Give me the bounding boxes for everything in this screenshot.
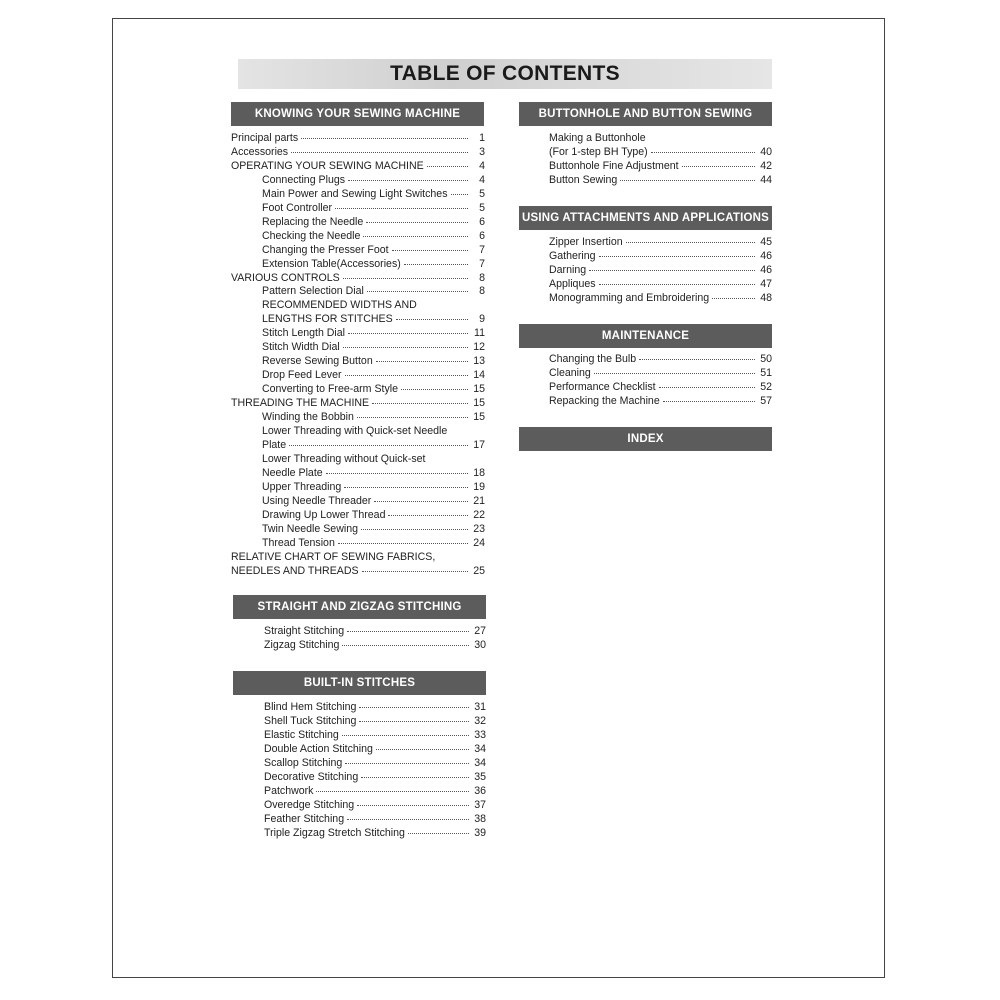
toc-entry-label: Buttonhole Fine Adjustment [549,159,679,172]
dot-leader [342,735,469,736]
toc-entry [233,639,486,653]
dot-leader [357,805,469,806]
dot-leader [451,194,469,195]
toc-entry-label: Zipper Insertion [549,236,623,248]
toc-entry [233,799,486,813]
toc-entry [231,285,485,299]
toc-entry-page: 17 [473,438,485,451]
toc-entry-label: NEEDLES AND THREADS [231,564,359,577]
dot-leader [396,319,468,320]
toc-entry-page: 33 [474,728,486,741]
dot-leader [594,373,755,374]
dot-leader [348,333,468,334]
toc-entry-label: Main Power and Sewing Light Switches [262,187,448,200]
toc-entry-page: 7 [479,243,485,256]
toc-entry-label: Changing the Presser Foot [262,243,389,256]
toc-entry [233,729,486,743]
toc-entry-page: 23 [473,522,485,535]
toc-entry-label: Needle Plate [262,466,323,479]
toc-entry-label: Darning [549,263,587,276]
toc-entry-label: Straight Stitching [264,625,345,637]
toc-entry-label: Converting to Free-arm Style [262,383,399,396]
dot-leader [376,749,469,750]
toc-entry-page: 19 [473,480,485,493]
toc-entry-label: Overedge Stitching [264,798,355,811]
toc-entry-page: 35 [474,770,486,783]
toc-entry-label: Elastic Stitching [264,728,339,741]
toc-entry-page: 5 [479,201,485,214]
toc-entry-page: 4 [479,159,485,172]
dot-leader [599,256,755,257]
toc-entry-label: Shell Tuck Stitching [264,714,357,727]
toc-entry [549,278,772,292]
toc-entry-label: Replacing the Needle [262,215,364,228]
toc-entry-label: Lower Threading without Quick-set [262,452,426,465]
toc-entry-label: Patchwork [264,784,314,797]
toc-list-straight-zigzag [233,625,486,653]
dot-leader [357,417,468,418]
toc-entry [233,785,486,799]
toc-entry [231,355,485,369]
toc-entry-page: 25 [473,564,485,577]
toc-entry-page: 5 [479,187,485,200]
toc-entry-label: Appliques [549,277,596,290]
toc-entry-label: Twin Needle Sewing [262,522,358,535]
toc-entry-page: 15 [473,383,485,396]
dot-leader [599,284,755,285]
dot-leader [343,347,468,348]
toc-entry-page: 50 [760,353,772,365]
dot-leader [388,515,468,516]
dot-leader [374,501,468,502]
dot-leader [348,180,468,181]
toc-entry-page: 15 [473,411,485,424]
toc-entry [231,453,485,467]
toc-entry-label: (For 1-step BH Type) [549,145,648,158]
dot-leader [301,138,468,139]
toc-entry [233,757,486,771]
toc-entry [231,495,485,509]
dot-leader [359,707,469,708]
toc-entry [231,425,485,439]
toc-entry [549,146,772,160]
toc-entry [231,383,485,397]
toc-entry [231,244,485,258]
toc-entry-page: 31 [474,701,486,713]
toc-entry-label: Drop Feed Lever [262,369,342,382]
toc-entry [231,537,485,551]
toc-entry [549,353,772,367]
toc-entry-page: 47 [760,277,772,290]
dot-leader [347,819,469,820]
toc-entry [233,743,486,757]
toc-entry-label: Changing the Bulb [549,353,637,365]
toc-entry-label: Zigzag Stitching [264,638,340,651]
toc-entry [231,299,485,313]
toc-entry-page: 46 [760,263,772,276]
toc-entry-page: 11 [474,327,485,340]
toc-entry-page: 15 [473,397,485,410]
toc-entry [549,367,772,381]
toc-entry [231,467,485,481]
toc-entry-page: 14 [473,369,485,382]
toc-entry [549,132,772,146]
toc-entry [549,174,772,188]
section-heading-maintenance: MAINTENANCE [519,324,772,348]
toc-entry-page: 34 [474,742,486,755]
dot-leader [326,473,468,474]
toc-entry [231,369,485,383]
toc-entry [231,230,485,244]
dot-leader [589,270,755,271]
toc-entry-page: 4 [479,173,485,186]
toc-entry-page: 52 [760,380,772,393]
toc-entry-page: 21 [473,494,485,507]
toc-list-built-in [233,701,486,841]
toc-entry-page: 18 [473,466,485,479]
toc-entry-label: Making a Buttonhole [549,132,646,144]
toc-entry-label: Connecting Plugs [262,173,346,186]
toc-entry [231,439,485,453]
toc-entry-page: 24 [473,536,485,549]
toc-entry [231,146,485,160]
toc-entry [231,509,485,523]
toc-list-attachments [549,236,772,306]
dot-leader [316,791,469,792]
toc-entry-page: 7 [479,257,485,270]
toc-entry [549,236,772,250]
toc-entry [231,481,485,495]
section-heading-straight-zigzag: STRAIGHT AND ZIGZAG STITCHING [233,595,486,619]
dot-leader [663,401,755,402]
dot-leader [342,645,469,646]
toc-entry-label: Checking the Needle [262,229,361,242]
toc-entry-label: Button Sewing [549,173,618,186]
dot-leader [361,777,469,778]
dot-leader [626,242,755,243]
toc-entry-page: 48 [760,291,772,304]
toc-entry-label: Blind Hem Stitching [264,701,357,713]
title-band [238,59,772,89]
toc-entry-label: RELATIVE CHART OF SEWING FABRICS, [231,550,436,563]
dot-leader [335,208,468,209]
toc-entry-page: 13 [473,355,485,368]
toc-entry-page: 12 [473,341,485,354]
dot-leader [344,487,468,488]
toc-list-maintenance [549,353,772,409]
toc-entry-label: Monogramming and Embroidering [549,291,710,304]
toc-entry-label: Stitch Width Dial [262,341,340,354]
section-heading-built-in: BUILT-IN STITCHES [233,671,486,695]
dot-leader [362,571,468,572]
toc-entry-page: 22 [473,508,485,521]
toc-entry [231,313,485,327]
toc-entry-label: Principal parts [231,132,299,144]
page-title: TABLE OF CONTENTS [390,62,620,85]
toc-entry-page: 36 [474,784,486,797]
toc-entry-label: Stitch Length Dial [262,327,346,340]
toc-entry-page: 3 [479,145,485,158]
dot-leader [366,222,468,223]
toc-entry-page: 39 [474,826,486,839]
toc-entry-page: 37 [474,798,486,811]
dot-leader [361,529,468,530]
toc-entry-label: Double Action Stitching [264,742,373,755]
toc-entry [231,327,485,341]
toc-entry [231,160,485,174]
toc-entry-label: THREADING THE MACHINE [231,397,370,410]
dot-leader [404,264,468,265]
toc-entry-label: RECOMMENDED WIDTHS AND [262,299,417,312]
toc-entry [231,551,485,565]
toc-entry-label: Scallop Stitching [264,756,343,769]
toc-entry [549,250,772,264]
toc-entry [549,395,772,409]
toc-entry-page: 9 [479,313,485,326]
toc-entry [231,202,485,216]
dot-leader [367,291,468,292]
toc-entry-label: Gathering [549,249,596,262]
section-heading-knowing: KNOWING YOUR SEWING MACHINE [231,102,484,126]
toc-entry-label: Performance Checklist [549,380,656,393]
toc-entry-page: 6 [479,229,485,242]
toc-entry [231,411,485,425]
toc-entry-label: Pattern Selection Dial [262,285,364,298]
toc-entry [231,397,485,411]
toc-entry [231,565,485,579]
section-heading-attachments: USING ATTACHMENTS AND APPLICATIONS [519,206,772,230]
toc-entry-label: Winding the Bobbin [262,411,354,424]
toc-entry-page: 6 [479,215,485,228]
toc-entry-label: Feather Stitching [264,812,345,825]
toc-entry [233,625,486,639]
toc-entry [231,188,485,202]
toc-entry-page: 42 [760,159,772,172]
toc-entry-label: Decorative Stitching [264,770,359,783]
dot-leader [291,152,468,153]
toc-entry-label: Repacking the Machine [549,394,660,407]
dot-leader [363,236,468,237]
toc-entry-page: 1 [479,132,485,144]
toc-entry-label: Upper Threading [262,480,342,493]
toc-entry [549,264,772,278]
dot-leader [659,387,755,388]
toc-entry-label: Drawing Up Lower Thread [262,508,386,521]
dot-leader [639,359,755,360]
dot-leader [372,403,468,404]
toc-list-buttonhole [549,132,772,188]
toc-entry-label: LENGTHS FOR STITCHES [262,313,393,326]
toc-entry-label: Triple Zigzag Stretch Stitching [264,826,405,839]
dot-leader [401,389,468,390]
dot-leader [408,833,469,834]
dot-leader [427,166,468,167]
toc-list-knowing [231,132,485,579]
toc-entry [233,813,486,827]
toc-entry-page: 8 [479,285,485,298]
toc-entry-page: 57 [760,394,772,407]
toc-entry [233,701,486,715]
section-heading-buttonhole: BUTTONHOLE AND BUTTON SEWING [519,102,772,126]
dot-leader [376,361,468,362]
toc-entry [231,272,485,286]
section-heading-index: INDEX [519,427,772,451]
toc-entry [231,174,485,188]
toc-entry-label: VARIOUS CONTROLS [231,271,340,284]
dot-leader [620,180,755,181]
toc-entry-page: 46 [760,249,772,262]
dot-leader [338,543,468,544]
toc-entry-page: 32 [474,714,486,727]
dot-leader [347,631,469,632]
toc-entry-label: Using Needle Threader [262,494,372,507]
dot-leader [392,250,468,251]
toc-entry-label: OPERATING YOUR SEWING MACHINE [231,159,424,172]
toc-entry-label: Plate [262,438,287,451]
toc-entry [549,292,772,306]
toc-entry-page: 51 [760,366,772,379]
toc-entry-label: Foot Controller [262,201,333,214]
toc-entry [231,341,485,355]
toc-entry-page: 40 [760,145,772,158]
dot-leader [359,721,469,722]
toc-entry-label: Accessories [231,145,289,158]
dot-leader [289,445,468,446]
toc-entry-page: 30 [474,638,486,651]
toc-entry [231,132,485,146]
dot-leader [712,298,755,299]
toc-entry-label: Thread Tension [262,536,335,549]
toc-entry [233,827,486,841]
dot-leader [343,278,468,279]
dot-leader [345,763,469,764]
toc-entry [231,523,485,537]
toc-entry-page: 8 [479,271,485,284]
toc-entry [231,258,485,272]
toc-entry-page: 45 [760,236,772,248]
toc-entry-page: 38 [474,812,486,825]
toc-entry-page: 44 [760,173,772,186]
toc-entry [231,216,485,230]
dot-leader [345,375,469,376]
toc-entry [549,381,772,395]
dot-leader [682,166,755,167]
toc-entry-label: Extension Table(Accessories) [262,257,401,270]
toc-entry-page: 27 [474,625,486,637]
toc-entry [233,771,486,785]
toc-entry-label: Lower Threading with Quick-set Needle [262,425,448,438]
toc-entry [233,715,486,729]
dot-leader [651,152,755,153]
toc-entry [549,160,772,174]
toc-entry-label: Reverse Sewing Button [262,355,373,368]
toc-entry-page: 34 [474,756,486,769]
toc-entry-label: Cleaning [549,366,591,379]
